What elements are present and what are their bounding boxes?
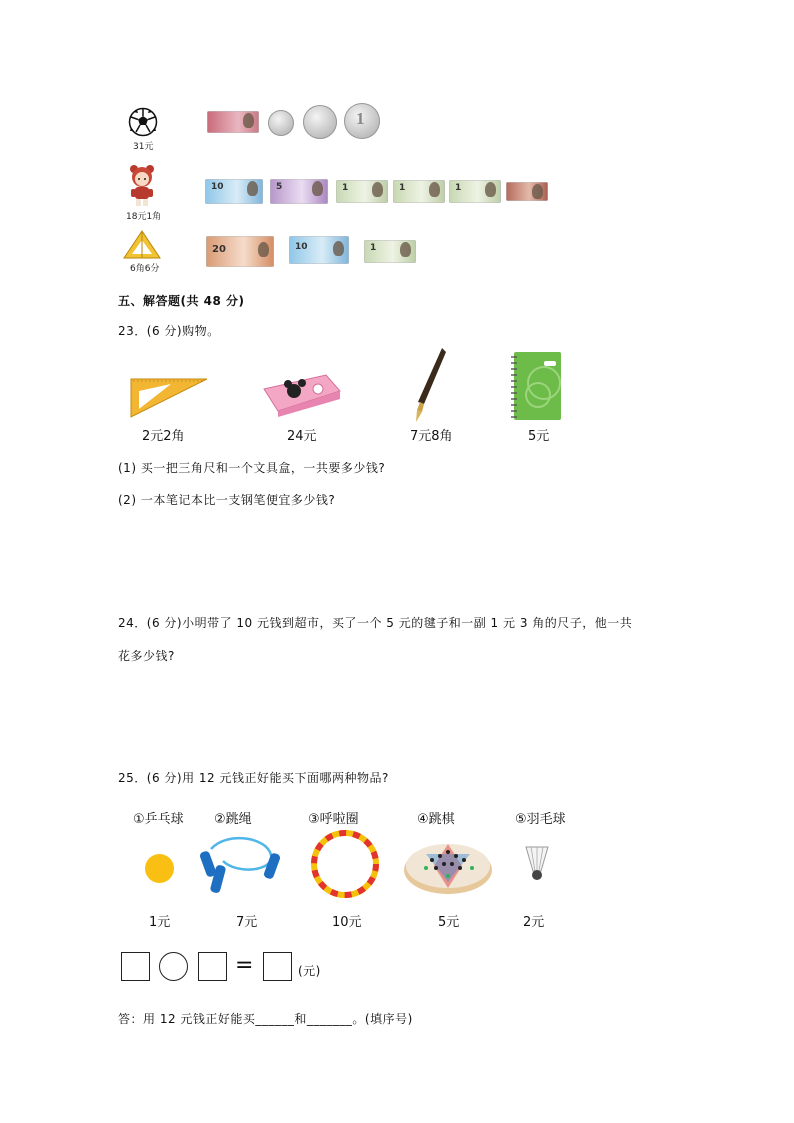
banknote-5-yuan: 5 xyxy=(270,179,328,204)
section-heading: 五、解答题(共 48 分) xyxy=(118,294,245,308)
fountain-pen-icon xyxy=(408,346,448,424)
price-chinese-checkers: 5元 xyxy=(438,915,460,930)
price-ping-pong: 1元 xyxy=(149,915,171,930)
chinese-checkers-icon xyxy=(402,834,494,896)
jump-rope-icon xyxy=(197,835,283,897)
question-25-title: 25．(6 分)用 12 元钱正好能买下面哪两种物品? xyxy=(118,771,389,785)
item-price-label: 18元1角 xyxy=(126,212,162,222)
price-notebook: 5元 xyxy=(528,429,550,444)
banknote-1-yuan: 1 xyxy=(393,180,445,203)
item-name-badminton: ⑤羽毛球 xyxy=(515,812,566,827)
ping-pong-ball-icon xyxy=(145,854,174,883)
banknote-1-yuan: 1 xyxy=(364,240,416,263)
soccer-ball-icon xyxy=(128,107,158,137)
set-square-icon xyxy=(129,377,209,419)
banknote-1-yuan: 1 xyxy=(336,180,388,203)
coin-1-yuan: 1 xyxy=(344,103,380,139)
notebook-icon xyxy=(510,351,562,421)
question-25-answer: 答：用 12 元钱正好能买______和_______。(填序号) xyxy=(118,1012,413,1026)
banknote-20-yuan: 20 xyxy=(206,236,274,267)
price-jump-rope: 7元 xyxy=(236,915,258,930)
price-hula-hoop: 10元 xyxy=(332,915,362,930)
item-name-chinese-checkers: ④跳棋 xyxy=(417,812,455,827)
hula-hoop-icon xyxy=(310,829,380,899)
equals-sign: = xyxy=(235,953,254,978)
price-fountain-pen: 7元8角 xyxy=(410,429,453,444)
banknote-1-jiao xyxy=(207,111,259,133)
banknote-10-yuan: 10 xyxy=(289,236,349,264)
answer-box-1[interactable] xyxy=(121,952,150,981)
operator-circle[interactable] xyxy=(159,952,188,981)
question-23-title: 23．(6 分)购物。 xyxy=(118,324,220,338)
question-24-line1: 24．(6 分)小明带了 10 元钱到超市，买了一个 5 元的毽子和一副 1 元 3 角的尺子，他一共 xyxy=(118,616,633,630)
banknote-10-yuan: 10 xyxy=(205,179,263,204)
triangle-ruler-icon xyxy=(122,230,162,260)
banknote-1-yuan: 1 xyxy=(449,180,501,203)
item-price-label: 6角6分 xyxy=(130,264,160,274)
coin-1-jiao xyxy=(268,110,294,136)
question-23-sub1: (1) 买一把三角尺和一个文具盒，一共要多少钱? xyxy=(118,461,386,475)
unit-label: (元) xyxy=(298,964,321,978)
item-name-ping-pong: ①乒乓球 xyxy=(133,812,184,827)
price-set-square: 2元2角 xyxy=(142,429,185,444)
price-badminton: 2元 xyxy=(523,915,545,930)
answer-box-2[interactable] xyxy=(198,952,227,981)
item-price-label: 31元 xyxy=(133,142,154,152)
shuttlecock-icon xyxy=(522,845,552,883)
pencil-case-icon xyxy=(260,371,342,417)
question-24-line2: 花多少钱? xyxy=(118,649,175,663)
item-name-jump-rope: ②跳绳 xyxy=(214,812,252,827)
doll-icon xyxy=(125,163,159,207)
banknote-1-jiao xyxy=(506,182,548,201)
coin-5-jiao xyxy=(303,105,337,139)
answer-box-result[interactable] xyxy=(263,952,292,981)
question-23-sub2: (2) 一本笔记本比一支钢笔便宜多少钱? xyxy=(118,493,336,507)
item-name-hula-hoop: ③呼啦圈 xyxy=(308,812,359,827)
price-pencil-case: 24元 xyxy=(287,429,317,444)
